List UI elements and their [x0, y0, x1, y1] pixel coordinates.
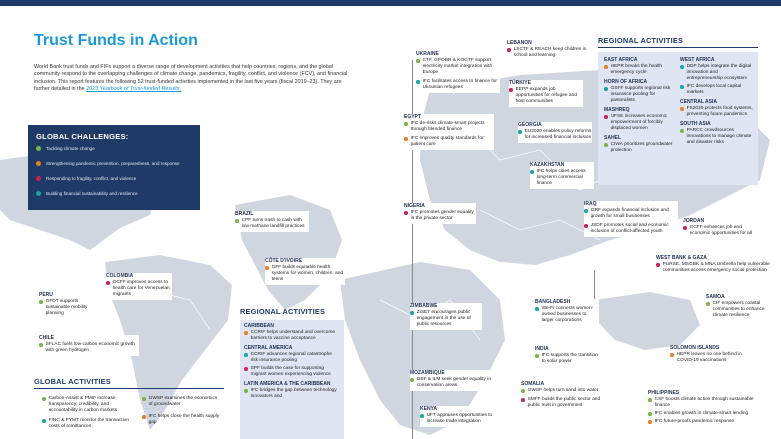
- finance-dot-icon: [244, 353, 248, 357]
- challenge-fcv: Responding to fragility, conflict, and violence: [36, 176, 136, 181]
- country-solomon-islands: SOLOMON ISLANDS HEPR leaves no one behind in COVID-19 vaccinations: [670, 345, 744, 366]
- fcv-dot-icon: [584, 224, 588, 228]
- country-nigeria: NIGERIA IFC promotes gender equality in the private sector: [404, 203, 476, 224]
- country-jordan: JORDAN GCFF enhances job and economic opportunities for all: [683, 218, 753, 239]
- climate-dot-icon: [39, 300, 43, 304]
- country-colombia: COLOMBIA GCFF improves access to health care for Venezuelan migrants: [106, 273, 172, 300]
- country-mozambique: MOZAMBIQUE GEF & ILM seek gender equality in conservation areas: [410, 370, 496, 391]
- global-activities-heading: GLOBAL ACTIVITIES: [34, 377, 111, 386]
- fcv-dot-icon: [509, 88, 513, 92]
- regional-activities-heading: REGIONAL ACTIVITIES: [240, 307, 326, 316]
- finance-dot-icon: [518, 130, 522, 134]
- pandemic-dot-icon: [648, 420, 652, 424]
- fcv-dot-icon: [507, 48, 511, 52]
- global-activities-col1: Carbon-Assist & PMIF increase transparency, credibility, and accountability in carbon markets FINC & PYMT monitor the transaction costs of remittances: [42, 396, 138, 432]
- pandemic-dot-icon: [404, 137, 408, 141]
- climate-dot-icon: [36, 146, 41, 151]
- pandemic-dot-icon: [604, 65, 608, 69]
- climate-dot-icon: [648, 412, 652, 416]
- country-peru: PERU GFDT supports sustainable mobility planning: [39, 292, 99, 319]
- country-iraq: IRAQ I3RF expands financial inclusion and growth for small businesses JSDF promotes social and economic inclusion of conflict-affected youth: [584, 201, 678, 237]
- challenge-finance: Building financial sustainability and resilience: [36, 191, 138, 196]
- challenge-pandemic: Strengthening pandemic prevention, preparedness, and response: [36, 161, 180, 166]
- climate-dot-icon: [604, 143, 608, 147]
- pandemic-dot-icon: [265, 266, 269, 270]
- country-egypt: EGYPT IFC de-risks climate-smart projects through blended finance IFC improves quality standards for patient care: [404, 114, 494, 150]
- climate-dot-icon: [142, 397, 146, 401]
- climate-dot-icon: [680, 129, 684, 133]
- finance-dot-icon: [535, 307, 539, 311]
- climate-dot-icon: [42, 397, 46, 401]
- country-kenya: KENYA UFT appraises opportunities to increase trade integration: [420, 406, 500, 427]
- finance-dot-icon: [680, 85, 684, 89]
- country-kazakhstan: KAZAKHSTAN IFC helps cities access long-term commercial finance: [530, 162, 594, 189]
- country-lebanon: LEBANON LSCTF & REACH keep children in school and learning: [507, 40, 589, 61]
- country-ukraine: UKRAINE CTF, GPOBR & KOGTF support electricity market integration with Europe IFC facilitates access to finance for Ukrainian refugees: [416, 51, 500, 93]
- finance-dot-icon: [36, 191, 41, 196]
- country-west-bank-gaza: WEST BANK & GAZA PURSE, MSGBK & MNA Umbrella help vulnerable communities access emergency social protection: [656, 255, 776, 276]
- country-bangladesh: BANGLADESH We-Fi connects women-owned businesses to larger corporations: [535, 299, 599, 326]
- climate-dot-icon: [39, 343, 43, 347]
- intro-paragraph: [34, 64, 352, 94]
- country-georgia: GEORGIA EU2020 enables policy reforms for increased financial inclusion: [518, 122, 592, 143]
- country-zimbabwe: ZIMBABWE ZISET encourages public engagement in the use of public resources: [410, 303, 482, 330]
- regional-activities-right-heading: REGIONAL ACTIVITIES: [598, 36, 684, 45]
- country-india: INDIA IFC supports the transition to solar power: [535, 346, 599, 367]
- country-philippines: PHILIPPINES CSF boosts climate action through sustainable finance IFC enables growth in climate-smart lending IFC future-proofs pandemic response: [648, 390, 762, 427]
- regional-activities-right: EAST AFRICA HEPR breaks the health emergency cycle HORN OF AFRICA GSFF supports regional risk insurance pooling for pastoralists MASHREQ UFSE increases economic empowerment of forcibly displaced women SAHEL CIWA prioritizes groundwater protection WEST AFRICA DDP helps integrate the digital innovation and entrepreneurship ecosystem IFC develops local capital markets CENTRAL ASIA FS2030 protects food systems, preventing future pandemics SOUTH ASIA PARCC crowdsources innovations to manage climate and disaster risks: [598, 52, 758, 185]
- regional-activities-americas: CARIBBEAN CCRIF helps understand and overcome barriers to vaccine acceptance CENTRAL AMERICA CCRIF advances regional catastrophe risk insurance pooling SPF builds the case for supporting migrant women experiencing violence LATIN AMERICA & THE CARIBBEAN IFC bridges the gap between technology innovators and: [240, 320, 344, 439]
- pandemic-dot-icon: [670, 353, 674, 357]
- finance-dot-icon: [530, 170, 534, 174]
- country-cote-divoire: CÔTE D'IVOIRE GFF builds equitable health systems for women, children, and teens: [265, 258, 345, 285]
- climate-dot-icon: [535, 354, 539, 358]
- global-activities-rule: [34, 388, 224, 389]
- finance-dot-icon: [42, 419, 46, 423]
- finance-dot-icon: [420, 414, 424, 418]
- pandemic-dot-icon: [680, 107, 684, 111]
- climate-dot-icon: [235, 219, 239, 223]
- country-somalia: SOMALIA GWSP helps turn sand into water SMFF builds the public sector and public trust in government: [521, 381, 601, 411]
- challenge-climate: Tackling climate change: [36, 146, 95, 151]
- climate-dot-icon: [706, 302, 710, 306]
- top-accent-bar: [0, 0, 781, 6]
- intro-text: World Bank trust funds and FIFs support a diverse range of development activities that help countries, regions, and the global community respond to the overlapping challenges of climate change, pandemics, fragility, conflict, and violence (FCV), and financial inclusion. This report features the following 52 trust-funded activities implemented in the last five years (fiscal 2019–23). They are further detailed in the: [34, 64, 348, 93]
- pandemic-dot-icon: [36, 161, 41, 166]
- pandemic-dot-icon: [142, 415, 146, 419]
- climate-dot-icon: [521, 389, 525, 393]
- fcv-dot-icon: [656, 263, 660, 267]
- global-activities-col2: GWSP examines the economics of groundwater IFC helps close the health supply gap: [142, 396, 222, 428]
- fcv-dot-icon: [604, 115, 608, 119]
- fcv-dot-icon: [521, 398, 525, 402]
- global-challenges-legend: [28, 125, 200, 210]
- pandemic-dot-icon: [244, 331, 248, 335]
- climate-dot-icon: [410, 378, 414, 382]
- fcv-dot-icon: [36, 176, 41, 181]
- page-title: Trust Funds in Action: [34, 32, 198, 49]
- challenges-heading: GLOBAL CHALLENGES:: [36, 132, 129, 141]
- country-brazil: BRAZIL CPF turns trash to cash with low-methane landfill practices: [235, 211, 309, 232]
- finance-dot-icon: [416, 80, 420, 84]
- finance-dot-icon: [604, 87, 608, 91]
- climate-dot-icon: [416, 59, 420, 63]
- finance-dot-icon: [410, 311, 414, 315]
- yearbook-link[interactable]: 2023 Yearbook of Trust-funded Results.: [86, 86, 181, 93]
- fcv-dot-icon: [106, 281, 110, 285]
- climate-dot-icon: [404, 122, 408, 126]
- fcv-dot-icon: [683, 226, 687, 230]
- regional-activities-rule: [598, 47, 758, 48]
- climate-dot-icon: [648, 398, 652, 402]
- finance-dot-icon: [584, 209, 588, 213]
- fcv-dot-icon: [404, 211, 408, 215]
- fcv-dot-icon: [244, 367, 248, 371]
- country-turkiye: TÜRKIYE EEPP expands job opportunities for refugee and host communities: [509, 80, 583, 107]
- finance-dot-icon: [680, 65, 684, 69]
- climate-dot-icon: [244, 389, 248, 393]
- country-chile: CHILE SFLAC fuels low-carbon economic growth with green hydrogen: [39, 335, 139, 356]
- country-samoa: SAMOA CIF empowers coastal communities to enhance climate resilience: [706, 294, 776, 321]
